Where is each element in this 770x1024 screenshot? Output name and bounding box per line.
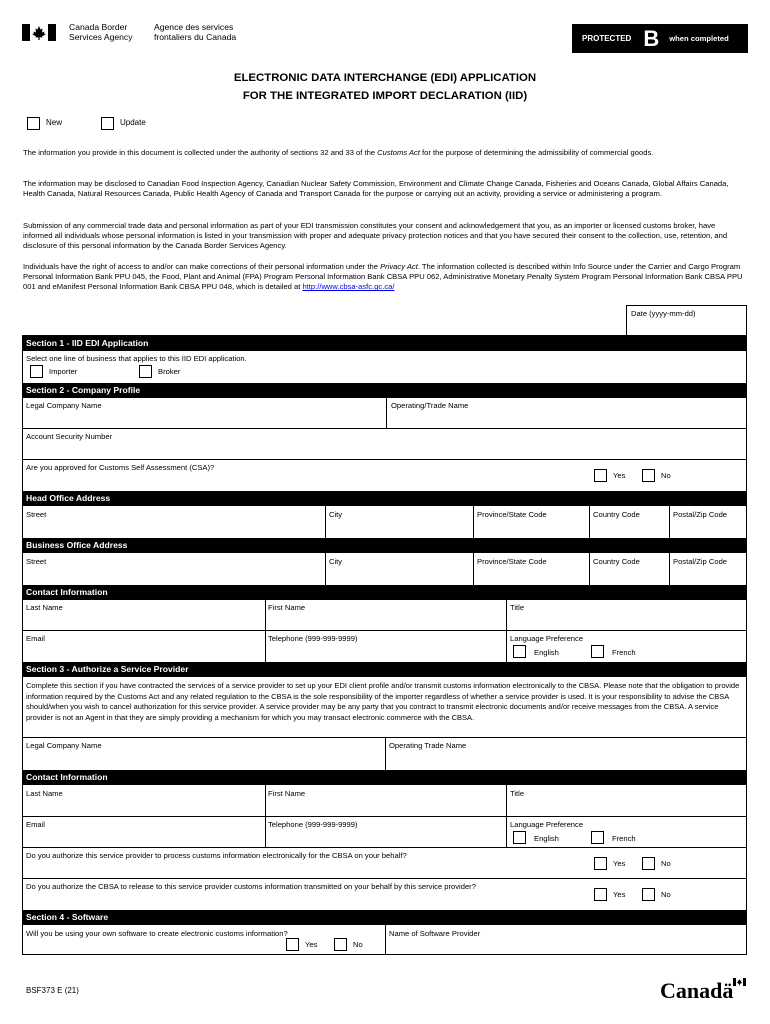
c1-language-label: Language Preference xyxy=(510,634,584,643)
privacy-paragraph-1 xyxy=(23,148,745,158)
divider xyxy=(265,600,266,662)
protected-label: PROTECTED xyxy=(582,34,632,43)
c2-last-name-label: Last Name xyxy=(26,789,63,798)
row-divider xyxy=(22,816,747,817)
divider xyxy=(325,553,326,585)
csa-question: Are you approved for Customs Self Assessment (CSA)? xyxy=(26,463,215,472)
c1-french-label: French xyxy=(612,648,636,657)
date-field[interactable] xyxy=(626,305,747,336)
software-yes-label: Yes xyxy=(305,940,318,949)
c1-last-name-label: Last Name xyxy=(26,603,63,612)
divider xyxy=(473,553,474,585)
privacy-paragraph-4 xyxy=(23,262,745,293)
bo-postal-label: Postal/Zip Code xyxy=(673,557,728,566)
canada-wordmark: Canadä xyxy=(660,978,734,1003)
section2-header: Section 2 - Company Profile xyxy=(22,383,747,398)
agency-fr-line1: Agence des services xyxy=(154,22,234,32)
head-office-header: Head Office Address xyxy=(22,491,747,506)
agency-en-line2: Services Agency xyxy=(69,32,133,42)
section1-header: Section 1 - IID EDI Application xyxy=(22,336,747,351)
ho-province-label: Province/State Code xyxy=(477,510,547,519)
c2-language-label: Language Preference xyxy=(510,820,584,829)
section4-header: Section 4 - Software xyxy=(22,910,747,925)
date-label: Date (yyyy-mm-dd) xyxy=(631,309,696,318)
cbsa-website-link[interactable]: http://www.cbsa-asfc.gc.ca/ xyxy=(302,282,395,292)
csa-yes-checkbox[interactable] xyxy=(594,469,607,482)
importer-label: Importer xyxy=(49,367,78,376)
divider xyxy=(385,925,386,955)
section3-header: Section 3 - Authorize a Service Provider xyxy=(22,662,747,677)
row-divider xyxy=(22,847,747,848)
privacy-act-ref: Privacy Act xyxy=(380,262,418,271)
ho-street-label: Street xyxy=(26,510,47,519)
c1-first-name-label: First Name xyxy=(268,603,306,612)
update-checkbox[interactable] xyxy=(101,117,114,130)
ho-postal-label: Postal/Zip Code xyxy=(673,510,728,519)
own-software-question: Will you be using your own software to create electronic customs information? xyxy=(26,929,288,938)
c2-english-checkbox[interactable] xyxy=(513,831,526,844)
section1-instruction: Select one line of business that applies to this IID EDI application. xyxy=(26,354,247,363)
row-divider xyxy=(22,630,747,631)
q1-no-checkbox[interactable] xyxy=(642,857,655,870)
update-label: Update xyxy=(120,118,146,127)
agency-name-fr xyxy=(154,22,236,42)
c1-french-checkbox[interactable] xyxy=(591,645,604,658)
authorize-release-question: Do you authorize the CBSA to release to this service provider customs information transmitted on your behalf by this service provider? xyxy=(26,882,476,891)
divider xyxy=(669,553,670,585)
protected-suffix: when completed xyxy=(669,34,729,43)
q1-yes-label: Yes xyxy=(613,859,626,868)
software-yes-checkbox[interactable] xyxy=(286,938,299,951)
csa-yes-label: Yes xyxy=(613,471,626,480)
software-no-label: No xyxy=(353,940,363,949)
form-code: BSF373 E (21) xyxy=(26,986,79,995)
business-office-header: Business Office Address xyxy=(22,538,747,553)
sp-legal-name-label: Legal Company Name xyxy=(26,741,102,750)
bo-street-label: Street xyxy=(26,557,47,566)
protected-level: B xyxy=(643,25,660,51)
privacy-paragraph-3: Submission of any commercial trade data and personal information as part of your EDI transmission constitutes your consent and acknowledgement that you, as an importer or licensed customs broker, have informed all individuals whose personal information is listed in your transmission with proper and adequate privacy protection notices and that you have secured their consent to the collection, use, retention, and disclosure of this personal information by the Canada Border Services Agency. xyxy=(23,221,728,251)
contact2-header: Contact Information xyxy=(22,770,747,785)
software-provider-label: Name of Software Provider xyxy=(389,929,481,938)
contact1-header: Contact Information xyxy=(22,585,747,600)
divider xyxy=(589,553,590,585)
privacy-p4-text-end: . The information collected is described within Info Source under the Carrier and Cargo Program Personal Information Bank PPU 045, the Food, Plant and Animal (FPA) Program Personal Information Bank CBSA PPU 062, Administrative Monetary Penalty System Program Personal Information Bank CBSA PPU 001 and eManifest Personal Information Bank CBSA PPU 048, which is detailed at xyxy=(23,262,743,292)
c2-email-label: Email xyxy=(26,820,45,829)
c2-first-name-label: First Name xyxy=(268,789,306,798)
c1-email-label: Email xyxy=(26,634,45,643)
c2-french-label: French xyxy=(612,834,636,843)
divider xyxy=(386,398,387,428)
divider xyxy=(325,506,326,538)
privacy-p4-text: Individuals have the right of access to and/or can make corrections of their personal information under the xyxy=(23,262,381,271)
bo-city-label: City xyxy=(329,557,343,566)
privacy-p1-text-end: for the purpose of determining the admissibility of commercial goods. xyxy=(419,148,654,157)
c2-telephone-label: Telephone (999-999-9999) xyxy=(268,820,358,829)
trade-name-label: Operating/Trade Name xyxy=(391,401,469,410)
divider xyxy=(385,737,386,770)
customs-act-ref: Customs Act xyxy=(377,148,420,157)
ho-city-label: City xyxy=(329,510,343,519)
c2-french-checkbox[interactable] xyxy=(591,831,604,844)
divider xyxy=(589,506,590,538)
row-divider xyxy=(22,878,747,879)
q2-yes-checkbox[interactable] xyxy=(594,888,607,901)
account-security-label: Account Security Number xyxy=(26,432,113,441)
broker-checkbox[interactable] xyxy=(139,365,152,378)
protected-badge xyxy=(572,24,748,53)
agency-en-line1: Canada Border xyxy=(69,22,128,32)
form-title-line2: FOR THE INTEGRATED IMPORT DECLARATION (IID) xyxy=(242,90,528,102)
privacy-p1-text: The information you provide in this document is collected under the authority of sections 32 and 33 of the xyxy=(23,148,378,157)
ho-country-label: Country Code xyxy=(593,510,640,519)
canada-flag-icon xyxy=(22,24,56,41)
c1-english-label: English xyxy=(534,648,559,657)
c1-english-checkbox[interactable] xyxy=(513,645,526,658)
importer-checkbox[interactable] xyxy=(30,365,43,378)
q2-no-label: No xyxy=(661,890,671,899)
new-checkbox[interactable] xyxy=(27,117,40,130)
software-no-checkbox[interactable] xyxy=(334,938,347,951)
csa-no-checkbox[interactable] xyxy=(642,469,655,482)
new-label: New xyxy=(46,118,63,127)
authorize-process-question: Do you authorize this service provider to process customs information electronically for the CBSA on your behalf? xyxy=(26,851,407,860)
c1-telephone-label: Telephone (999-999-9999) xyxy=(268,634,358,643)
broker-label: Broker xyxy=(158,367,181,376)
wordmark-flag-icon xyxy=(733,978,746,986)
divider xyxy=(506,600,507,662)
c2-title-label: Title xyxy=(510,789,525,798)
agency-name-en xyxy=(69,22,133,42)
csa-no-label: No xyxy=(661,471,671,480)
privacy-paragraph-2: The information may be disclosed to Canadian Food Inspection Agency, Canadian Nuclear Safety Commission, Environment and Climate Change Canada, Fisheries and Oceans Canada, Global Affairs Canada, Health Canada, Natural Resources Canada, Public Health Agency of Canada and Transport Canada for the purpose or carrying out an activity, providing a service or administering a program. xyxy=(23,179,729,199)
sp-trade-name-label: Operating Trade Name xyxy=(389,741,467,750)
agency-fr-line2: frontaliers du Canada xyxy=(154,32,237,42)
q1-no-label: No xyxy=(661,859,671,868)
q2-yes-label: Yes xyxy=(613,890,626,899)
q1-yes-checkbox[interactable] xyxy=(594,857,607,870)
section3-instructions: Complete this section if you have contracted the services of a service provider to set up your EDI client profile and/or transmit customs information electronically to the CBSA. Please note that the obligation to provide information required by the Customs Act and any related regulation to the CBSA is the sole responsibility of the importer regardless of whether a service provider is used. It is your responsibility to advise the CBSA should/when you wish to cancel authorization for this service provider. A service provider may be any party that you contract to transmit electronic documents and/or receive messages from the CBSA. A service provider is not an Agent in that they are simply providing a mechanism for which you may transact electronic commerce with the CBSA. xyxy=(26,681,740,722)
row-divider xyxy=(22,459,747,460)
c2-english-label: English xyxy=(534,834,559,843)
legal-company-name-label: Legal Company Name xyxy=(26,401,102,410)
q2-no-checkbox[interactable] xyxy=(642,888,655,901)
c1-title-label: Title xyxy=(510,603,525,612)
form-title-line1: ELECTRONIC DATA INTERCHANGE (EDI) APPLICATION xyxy=(233,72,537,84)
bo-province-label: Province/State Code xyxy=(477,557,547,566)
bo-country-label: Country Code xyxy=(593,557,640,566)
divider xyxy=(473,506,474,538)
row-divider xyxy=(22,428,747,429)
divider xyxy=(669,506,670,538)
